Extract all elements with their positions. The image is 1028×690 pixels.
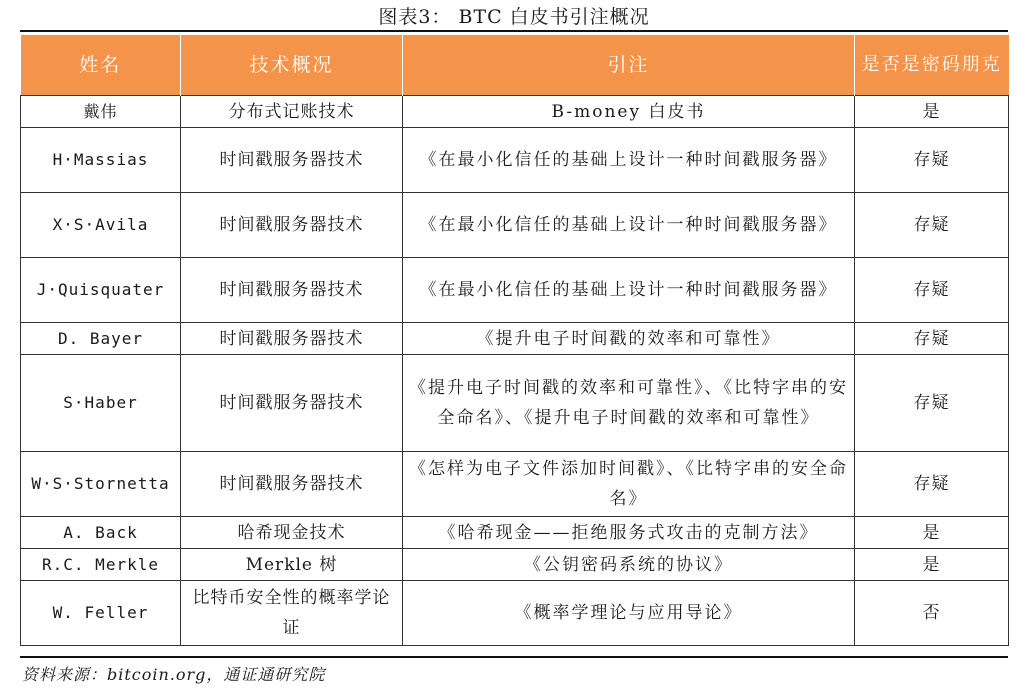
cell-name: D. Bayer xyxy=(21,323,181,355)
cell-name: A. Back xyxy=(21,517,181,549)
cell-name: H·Massias xyxy=(21,128,181,193)
cell-tech: 比特币安全性的概率学论证 xyxy=(181,581,403,646)
table-row xyxy=(21,128,1009,193)
table-row xyxy=(21,581,1009,646)
cell-name: X·S·Avila xyxy=(21,193,181,258)
cell-name: 戴伟 xyxy=(21,96,181,128)
cell-citation: 《在最小化信任的基础上设计一种时间戳服务器》 xyxy=(403,128,855,193)
table-row xyxy=(21,355,1009,452)
cell-citation: 《概率学理论与应用导论》 xyxy=(403,581,855,646)
cell-tech: 时间戳服务器技术 xyxy=(181,323,403,355)
cell-citation: 《公钥密码系统的协议》 xyxy=(403,549,855,581)
cell-name: J·Quisquater xyxy=(21,258,181,323)
cell-cypherpunk: 存疑 xyxy=(855,258,1009,323)
cell-citation: 《怎样为电子文件添加时间戳》、《比特字串的安全命名》 xyxy=(403,452,855,517)
cell-citation: 《哈希现金——拒绝服务式攻击的克制方法》 xyxy=(403,517,855,549)
cell-cypherpunk: 存疑 xyxy=(855,323,1009,355)
cell-name: S·Haber xyxy=(21,355,181,452)
table-row xyxy=(21,517,1009,549)
cell-tech: 时间戳服务器技术 xyxy=(181,258,403,323)
cell-cypherpunk: 是 xyxy=(855,517,1009,549)
table-row xyxy=(21,323,1009,355)
cell-name: W·S·Stornetta xyxy=(21,452,181,517)
cell-tech: 哈希现金技术 xyxy=(181,517,403,549)
header-name: 姓名 xyxy=(21,35,181,96)
cell-citation: 《提升电子时间戳的效率和可靠性》、《比特字串的安全命名》、《提升电子时间戳的效率和可靠性》 xyxy=(403,355,855,452)
header-tech: 技术概况 xyxy=(181,35,403,96)
cell-cypherpunk: 存疑 xyxy=(855,193,1009,258)
cell-cypherpunk: 否 xyxy=(855,581,1009,646)
top-rule xyxy=(20,30,1008,32)
table-row xyxy=(21,452,1009,517)
header-row xyxy=(21,35,1009,96)
cell-citation: 《提升电子时间戳的效率和可靠性》 xyxy=(403,323,855,355)
cell-cypherpunk: 存疑 xyxy=(855,355,1009,452)
cell-citation: 《在最小化信任的基础上设计一种时间戳服务器》 xyxy=(403,193,855,258)
table-caption: 图表3： BTC 白皮书引注概况 xyxy=(378,6,650,28)
bottom-rule xyxy=(20,656,1008,658)
btc-whitepaper-citation-table xyxy=(20,35,1009,646)
source-note: 资料来源：bitcoin.org，通证通研究院 xyxy=(22,665,326,684)
cell-tech: 时间戳服务器技术 xyxy=(181,193,403,258)
cell-tech: 分布式记账技术 xyxy=(181,96,403,128)
table-row xyxy=(21,258,1009,323)
table-row xyxy=(21,193,1009,258)
header-citation: 引注 xyxy=(403,35,855,96)
cell-name: W. Feller xyxy=(21,581,181,646)
cell-cypherpunk: 是 xyxy=(855,96,1009,128)
cell-cypherpunk: 存疑 xyxy=(855,452,1009,517)
cell-citation: 《在最小化信任的基础上设计一种时间戳服务器》 xyxy=(403,258,855,323)
cell-cypherpunk: 是 xyxy=(855,549,1009,581)
cell-cypherpunk: 存疑 xyxy=(855,128,1009,193)
cell-tech: 时间戳服务器技术 xyxy=(181,355,403,452)
cell-tech: Merkle 树 xyxy=(181,549,403,581)
table-row xyxy=(21,549,1009,581)
cell-name: R.C. Merkle xyxy=(21,549,181,581)
cell-tech: 时间戳服务器技术 xyxy=(181,128,403,193)
cell-tech: 时间戳服务器技术 xyxy=(181,452,403,517)
table-row xyxy=(21,96,1009,128)
cell-citation: B-money 白皮书 xyxy=(403,96,855,128)
header-cypherpunk: 是否是密码朋克 xyxy=(855,35,1009,96)
